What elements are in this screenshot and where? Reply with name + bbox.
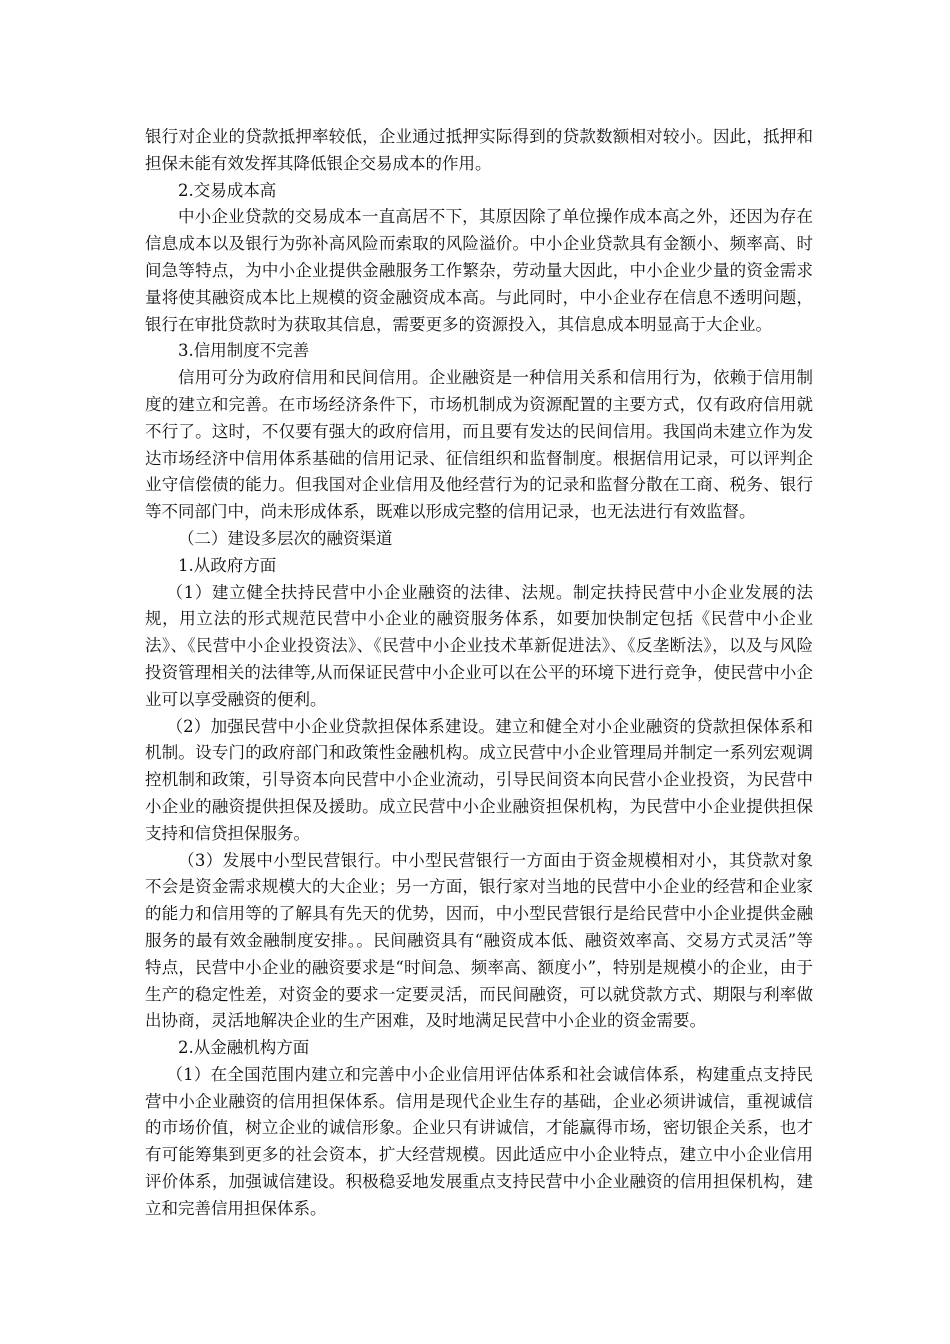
body-paragraph: 信用可分为政府信用和民间信用。企业融资是一种信用关系和信用行为，依赖于信用制度的建立和完善。在市场经济条件下，市场机制成为资源配置的主要方式，仅有政府信用就不行了。这时，不仅要有强大的政府信用，而且要有发达的民间信用。我国尚未建立作为发达市场经济中信用体系基础的信用记录、征信组织和监督制度。根据信用记录，可以评判企业守信偿债的能力。但我国对企业信用及他经营行为的记录和监督分散在工商、税务、银行等不同部门中，尚未形成体系，既难以形成完整的信用记录，也无法进行有效监督。 — [145, 368, 813, 522]
section-heading: （二）建设多层次的融资渠道 — [178, 528, 393, 548]
body-paragraph: 银行对企业的贷款抵押率较低，企业通过抵押实际得到的贷款数额相对较小。因此，抵押和担保未能有效发挥其降低银企交易成本的作用。 — [145, 127, 813, 173]
body-paragraph: （3）发展中小型民营银行。中小型民营银行一方面由于资金规模相对小，其贷款对象不会是资金需求规模大的大企业；另一方面，银行家对当地的民营中小企业的经营和企业家的能力和信用等的了解具有先天的优势，因而，中小型民营银行是给民营中小企业提供金融服务的最有效金融制度安排。。民间融资具有“融资成本低、融资效率高、交易方式灵活”等特点，民营中小企业的融资要求是“时间急、频率高、额度小”，特别是规模小的企业，由于生产的稳定性差，对资金的要求一定要灵活，而民间融资，可以就贷款方式、期限与利率做出协商，灵活地解决企业的生产困难，及时地满足民营中小企业的资金需要。 — [145, 850, 813, 1031]
body-paragraph: （2）加强民营中小企业贷款担保体系建设。建立和健全对小企业融资的贷款担保体系和机制。设专门的政府部门和政策性金融机构。成立民营中小企业管理局并制定一系列宏观调控机制和政策，引导资本向民营中小企业流动，引导民间资本向民营小企业投资，为民营中小企业的融资提供担保及援助。成立民营中小企业融资担保机构，为民营中小企业提供担保支持和信贷担保服务。 — [145, 716, 813, 843]
section-heading: 2.交易成本高 — [178, 180, 277, 200]
body-paragraph: 中小企业贷款的交易成本一直高居不下，其原因除了单位操作成本高之外，还因为存在信息成本以及银行为弥补高风险而索取的风险溢价。中小企业贷款具有金额小、频率高、时间急等特点，为中小企业提供金融服务工作繁杂，劳动量大因此，中小企业少量的资金需求量将使其融资成本比上规模的资金融资成本高。与此同时，中小企业存在信息不透明问题，银行在审批贷款时为获取其信息，需要更多的资源投入，其信息成本明显高于大企业。 — [145, 207, 813, 334]
section-heading: 2.从金融机构方面 — [178, 1038, 310, 1058]
document-page — [145, 124, 813, 1223]
section-heading: 1.从政府方面 — [178, 555, 277, 575]
section-heading: 3.信用制度不完善 — [178, 341, 310, 361]
body-paragraph: （1）在全国范围内建立和完善中小企业信用评估体系和社会诚信体系，构建重点支持民营中小企业融资的信用担保体系。信用是现代企业生存的基础，企业必须讲诚信，重视诚信的市场价值，树立企业的诚信形象。企业只有讲诚信，才能赢得市场，密切银企关系，也才有可能筹集到更多的社会资本，扩大经营规模。因此适应中小企业特点，建立中小企业信用评价体系，加强诚信建设。积极稳妥地发展重点支持民营中小企业融资的信用担保机构，建立和完善信用担保体系。 — [145, 1064, 813, 1218]
body-paragraph: （1）建立健全扶持民营中小企业融资的法律、法规。制定扶持民营中小企业发展的法规，用立法的形式规范民营中小企业的融资服务体系，如要加快制定包括《民营中小企业法》、《民营中小企业投资法》、《民营中小企业技术革新促进法》、《反垄断法》，以及与风险投资管理相关的法律等,从而保证民营中小企业可以在公平的环境下进行竞争，使民营中小企业可以享受融资的便利。 — [145, 582, 813, 709]
